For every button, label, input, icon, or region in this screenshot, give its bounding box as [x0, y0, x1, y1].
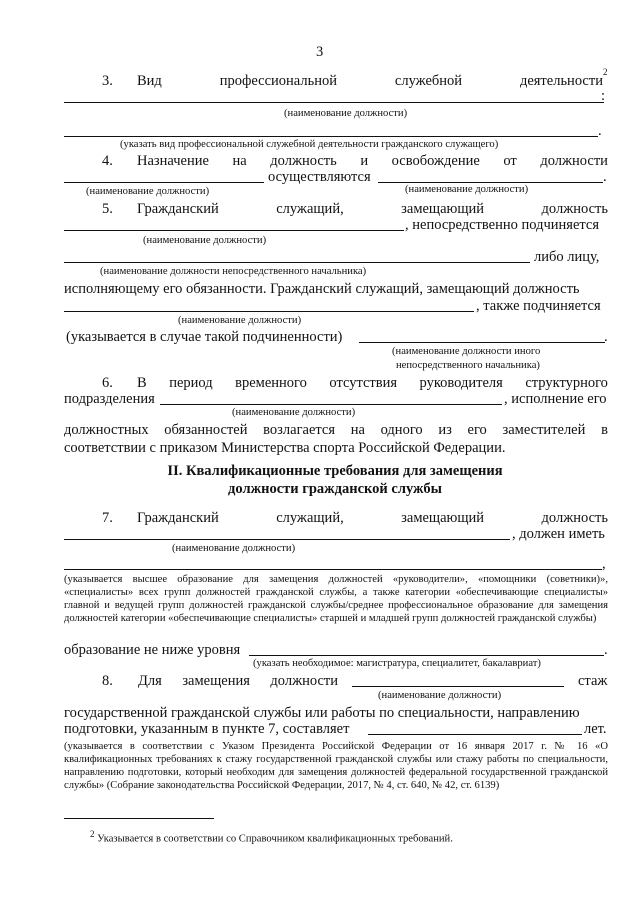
blank-line-3b: [64, 136, 598, 137]
blank-line-4b: [378, 182, 603, 183]
dot: .: [598, 123, 602, 139]
hint-activity-type: (указать вид профессиональной служебной деятельности гражданского служащего): [120, 139, 499, 150]
item-6-line-2-end: , исполнение его: [504, 391, 607, 407]
item-6-line-4: соответствии с приказом Министерства спорта Российской Федерации.: [64, 440, 506, 456]
blank-line-7c: [249, 655, 604, 656]
item-7-number: 7.: [102, 510, 113, 526]
item-4-heading: Назначение на должность и освобождение от должности: [137, 153, 608, 169]
dot: .: [604, 329, 608, 345]
hint-other-supervisor-2: непосредственного начальника): [396, 360, 540, 371]
item-8-number: 8.: [102, 673, 113, 689]
hint-position-name: (наименование должности): [378, 690, 502, 701]
blank-line-5a: [64, 230, 404, 231]
dot: .: [604, 642, 608, 658]
item-5-line-3: исполняющему его обязанности. Гражданский служащий, замещающий должность: [64, 281, 580, 297]
blank-line-8a: [352, 686, 564, 687]
item-5-tail-2: либо лицу,: [534, 249, 600, 265]
blank-line-7a: [64, 539, 510, 540]
comma: ,: [602, 556, 606, 572]
hint-position-name: (наименование должности): [86, 186, 210, 197]
hint-position-name: (наименование должности): [178, 315, 302, 326]
item-8-line-3: подготовки, указанным в пункте 7, составляет: [64, 721, 350, 737]
hint-position-name: (наименование должности): [232, 407, 356, 418]
education-level-label: образование не ниже уровня: [64, 642, 241, 658]
hint-position-name: (наименование должности): [143, 235, 267, 246]
item-5-heading: Гражданский служащий, замещающий должность: [137, 201, 608, 217]
blank-line-8b: [368, 734, 582, 735]
item-4-middle: осуществляются: [268, 169, 371, 185]
item-5-tail-4: , также подчиняется: [476, 298, 601, 314]
section-heading-line-1: II. Квалификационные требования для замещения: [167, 463, 503, 479]
item-6-line-3: должностных обязанностей возлагается на одного из его заместителей в: [64, 422, 608, 438]
blank-line-5b: [64, 262, 530, 263]
hint-position-name: (наименование должности): [284, 108, 408, 119]
item-8-stazh: стаж: [578, 673, 608, 689]
hint-position-name: (наименование должности): [405, 184, 529, 195]
page-number: 3: [316, 44, 324, 60]
blank-line-6a: [160, 404, 502, 405]
footnote-mark-2: 2: [603, 67, 608, 77]
item-6-heading: В период временного отсутствия руководителя структурного: [137, 375, 608, 391]
item-8-heading: Для замещения должности: [138, 673, 338, 689]
blank-line-3a: [64, 102, 604, 103]
colon: :: [601, 88, 606, 104]
item-6-line-2-start: подразделения: [64, 391, 155, 407]
item-7-tail: , должен иметь: [512, 526, 605, 542]
hint-position-name: (наименование должности): [172, 543, 296, 554]
item-3-heading: Вид профессиональной служебной деятельности: [137, 73, 603, 89]
item-8-line-2: государственной гражданской службы или работы по специальности, направлению: [64, 705, 580, 721]
hint-supervisor-name: (наименование должности непосредственного начальника): [100, 266, 367, 277]
item-4-number: 4.: [102, 153, 113, 169]
item-5-tail-1: , непосредственно подчиняется: [405, 217, 599, 233]
blank-line-5d: [359, 342, 605, 343]
footnote-separator: [64, 818, 214, 819]
dot: .: [603, 169, 607, 185]
hint-education-level: (указать необходимое: магистратура, специалитет, бакалавриат): [253, 658, 541, 669]
experience-note: (указывается в соответствии с Указом Президента Российской Федерации от 16 января 2017 г. № 16 «О квалификационных требованиях к стажу государственной гражданской службы или стажу работы по специальности, направлению подготовки, который необходим для замещения должностей федеральной государственной гражданской службы» (Собрание законодательства Российской Федерации, 2017, № 4, ст. 640, № 42, ст. 6139): [64, 741, 608, 791]
item-7-heading: Гражданский служащий, замещающий должность: [137, 510, 608, 526]
blank-line-5c: [64, 311, 474, 312]
blank-line-7b: [64, 569, 602, 570]
education-note: (указывается высшее образование для замещения должностей «руководители», «помощники (советники)», «специалисты» всех групп должностей гражданской службы, а также категории «обеспечивающие специалисты» главной и ведущей групп должностей гражданской службы/среднее профессиональное образование для замещения должностей категории «обеспечивающие специалисты» старшей и младшей групп должностей гражданской службы): [64, 574, 608, 624]
item-6-number: 6.: [102, 375, 113, 391]
footnote-2: $^2$ Указывается в соответствии со Справочником квалификационных требований.: [90, 829, 453, 845]
blank-line-4a: [64, 182, 264, 183]
hint-other-supervisor-1: (наименование должности иного: [392, 346, 541, 357]
item-5-line-5: (указывается в случае такой подчиненности): [66, 329, 343, 345]
item-5-number: 5.: [102, 201, 113, 217]
item-8-years: лет.: [584, 721, 607, 737]
item-3-number: 3.: [102, 73, 113, 89]
section-heading-line-2: должности гражданской службы: [228, 481, 442, 497]
